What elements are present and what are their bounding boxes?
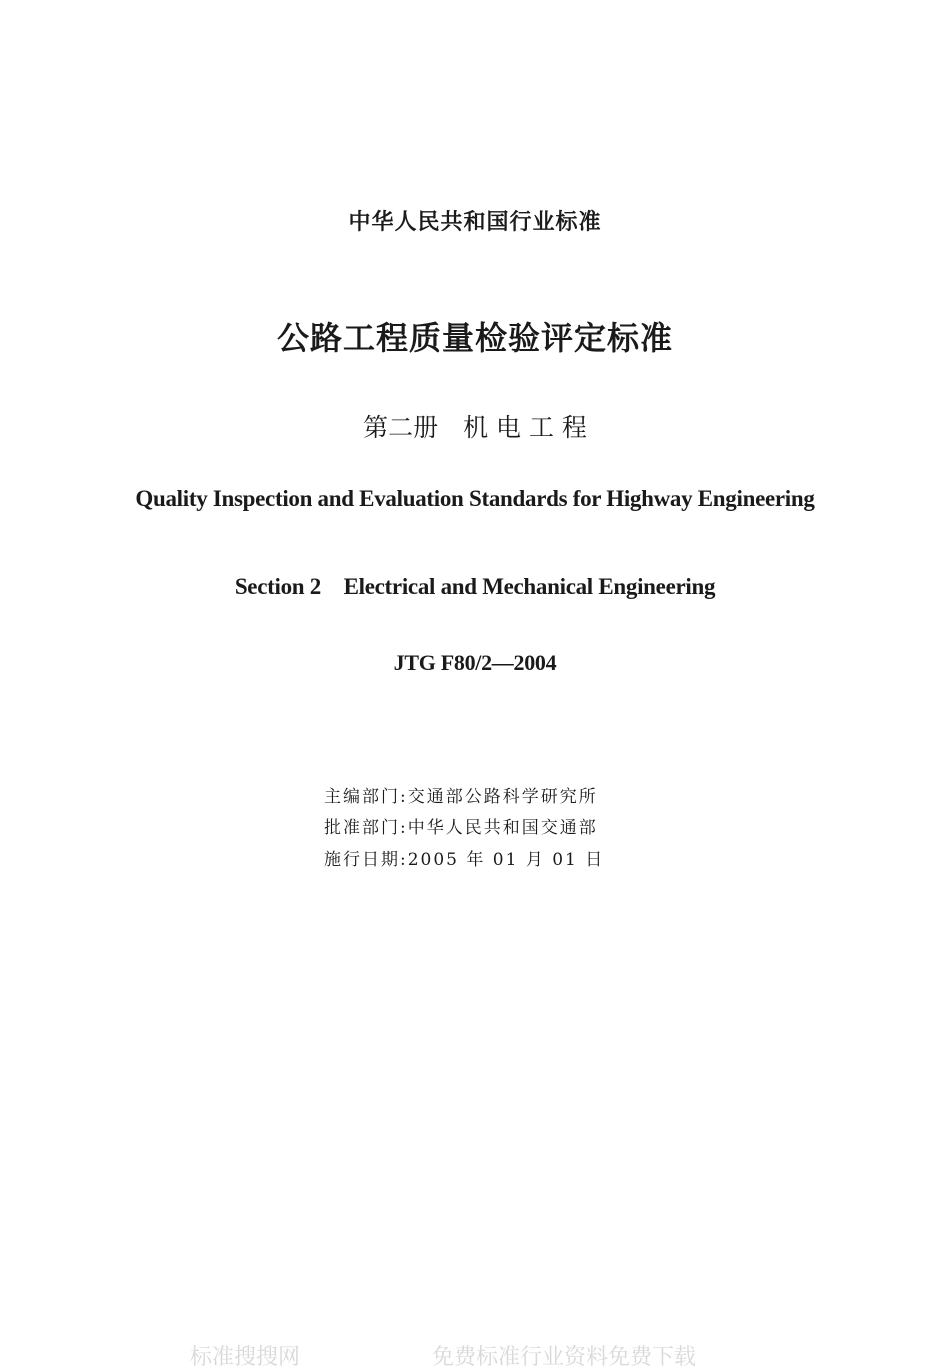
english-section-title: Section 2 Electrical and Mechanical Engineering — [234, 574, 716, 599]
industry-standard-label: 中华人民共和国行业标准 — [348, 210, 602, 235]
standard-code: JTG F80/2—2004 — [393, 650, 557, 675]
effective-date: 施行日期:2005 年 01 月 01 日 — [324, 850, 605, 870]
volume-title: 第二册 机 电 工 程 — [363, 413, 587, 442]
editor-department: 主编部门:交通部公路科学研究所 — [324, 787, 598, 807]
footer-watermark: 标准搜搜网 免费标准行业资料免费下载 — [190, 1345, 697, 1370]
english-title: Quality Inspection and Evaluation Standards for Highway Engineering — [135, 486, 815, 511]
document-title: 公路工程质量检验评定标准 — [276, 319, 673, 357]
approving-department: 批准部门:中华人民共和国交通部 — [324, 818, 598, 838]
